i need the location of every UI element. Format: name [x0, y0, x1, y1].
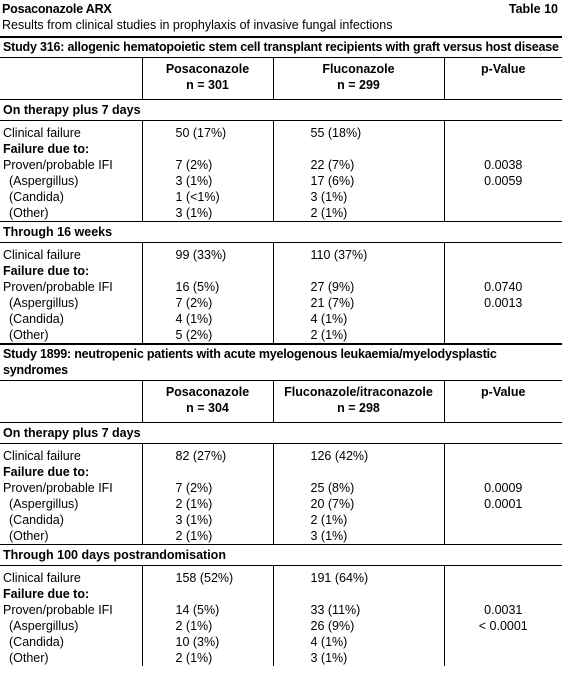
cell-value: 5 (2%) — [175, 328, 213, 342]
cell-value: 7 (2%) — [175, 481, 213, 495]
row-label: (Candida) — [9, 190, 64, 204]
row-label: (Aspergillus) — [9, 619, 79, 633]
p-value-cell — [444, 650, 562, 666]
posaconazole-cell — [142, 121, 273, 142]
table-row — [0, 157, 562, 173]
cell-value: 110 (37%) — [310, 248, 368, 262]
column-header-label: Posaconazole — [165, 385, 250, 399]
section-title: Through 100 days postrandomisation — [0, 545, 562, 566]
cell-value: 2 (1%) — [175, 651, 213, 665]
column-header-n: n = 298 — [337, 401, 380, 415]
cell-value: 126 (42%) — [310, 449, 369, 463]
p-value-cell — [444, 121, 562, 142]
cell-value: 2 (1%) — [310, 206, 348, 220]
comparator-cell — [273, 295, 444, 311]
comparator-cell — [273, 444, 444, 465]
column-header-row — [0, 381, 562, 423]
cell-value: 7 (2%) — [175, 158, 213, 172]
comparator-cell — [273, 121, 444, 142]
cell-value: 2 (1%) — [310, 328, 348, 342]
p-value-cell: 0.0740 — [444, 279, 562, 295]
cell-value: 4 (1%) — [310, 635, 348, 649]
study-title-row — [0, 344, 562, 381]
table-row — [0, 566, 562, 587]
table-row — [0, 327, 562, 344]
posaconazole-cell — [142, 311, 273, 327]
results-table — [0, 36, 562, 666]
p-value-cell — [444, 141, 562, 157]
cell-value: 14 (5%) — [175, 603, 220, 617]
posaconazole-cell — [142, 205, 273, 222]
comparator-cell — [273, 263, 444, 279]
section-title-row — [0, 222, 562, 243]
cell-value: 7 (2%) — [175, 296, 213, 310]
cell-value: 55 (18%) — [310, 126, 362, 140]
table-row — [0, 528, 562, 545]
p-value-cell — [444, 263, 562, 279]
column-header — [142, 58, 273, 100]
column-header-label: Posaconazole — [165, 62, 250, 76]
comparator-cell — [273, 528, 444, 545]
row-label: (Aspergillus) — [9, 497, 79, 511]
comparator-cell — [273, 634, 444, 650]
row-label: (Candida) — [9, 312, 64, 326]
document-title: Posaconazole ARX — [2, 2, 112, 16]
posaconazole-cell — [142, 618, 273, 634]
cell-value: 3 (1%) — [175, 174, 213, 188]
cell-value: 22 (7%) — [310, 158, 355, 172]
cell-value: 99 (33%) — [175, 248, 227, 262]
comparator-cell — [273, 602, 444, 618]
posaconazole-cell — [142, 566, 273, 587]
posaconazole-cell — [142, 173, 273, 189]
posaconazole-cell — [142, 263, 273, 279]
p-value-cell — [444, 311, 562, 327]
p-value-cell — [444, 444, 562, 465]
cell-value: 21 (7%) — [310, 296, 355, 310]
table-row — [0, 141, 562, 157]
cell-value: 16 (5%) — [175, 280, 220, 294]
cell-value: 2 (1%) — [310, 513, 348, 527]
column-header-n: n = 304 — [186, 401, 229, 415]
cell-value: 4 (1%) — [310, 312, 348, 326]
p-value-cell: 0.0038 — [444, 157, 562, 173]
study-title: Study 316: allogenic hematopoietic stem cell transplant recipients with graft versus host disease — [0, 37, 562, 58]
posaconazole-cell — [142, 444, 273, 465]
posaconazole-cell — [142, 634, 273, 650]
table-row — [0, 464, 562, 480]
cell-value: 3 (1%) — [310, 190, 348, 204]
posaconazole-cell — [142, 602, 273, 618]
table-row — [0, 480, 562, 496]
column-header — [273, 381, 444, 423]
comparator-cell — [273, 496, 444, 512]
table-row — [0, 634, 562, 650]
posaconazole-cell — [142, 243, 273, 264]
section-title: On therapy plus 7 days — [0, 100, 562, 121]
row-label: Clinical failure — [3, 248, 81, 262]
cell-value: 2 (1%) — [175, 529, 213, 543]
p-value-cell — [444, 586, 562, 602]
row-label: Proven/probable IFI — [3, 481, 113, 495]
row-label: (Aspergillus) — [9, 296, 79, 310]
cell-value: 3 (1%) — [310, 651, 348, 665]
table-header — [2, 1, 558, 35]
posaconazole-cell — [142, 528, 273, 545]
cell-value: 26 (9%) — [310, 619, 355, 633]
cell-value: 2 (1%) — [175, 497, 213, 511]
table-row — [0, 243, 562, 264]
cell-value: 82 (27%) — [175, 449, 227, 463]
cell-value: 25 (8%) — [310, 481, 355, 495]
comparator-cell — [273, 586, 444, 602]
section-title-row — [0, 545, 562, 566]
cell-value: 1 (<1%) — [175, 190, 220, 204]
table-row — [0, 496, 562, 512]
table-row — [0, 121, 562, 142]
cell-value: 3 (1%) — [175, 206, 213, 220]
row-label: (Candida) — [9, 635, 64, 649]
column-header-row — [0, 58, 562, 100]
p-value-cell: 0.0031 — [444, 602, 562, 618]
column-header-blank — [0, 381, 142, 423]
column-header-label: Fluconazole/itraconazole — [284, 385, 433, 399]
column-header — [444, 58, 562, 100]
row-label: Failure due to: — [3, 465, 90, 479]
section-title: On therapy plus 7 days — [0, 423, 562, 444]
p-value-cell — [444, 327, 562, 344]
cell-value: 10 (3%) — [175, 635, 220, 649]
posaconazole-cell — [142, 157, 273, 173]
posaconazole-cell — [142, 327, 273, 344]
row-label: Clinical failure — [3, 126, 81, 140]
cell-value: 158 (52%) — [175, 571, 234, 585]
table-row — [0, 205, 562, 222]
row-label: (Other) — [0, 528, 142, 545]
section-title-row — [0, 100, 562, 121]
p-value-cell — [444, 566, 562, 587]
posaconazole-cell — [142, 189, 273, 205]
cell-value: 4 (1%) — [175, 312, 213, 326]
comparator-cell — [273, 512, 444, 528]
column-header-label: p-Value — [481, 62, 526, 76]
table-row — [0, 311, 562, 327]
comparator-cell — [273, 141, 444, 157]
comparator-cell — [273, 311, 444, 327]
p-value-cell: 0.0013 — [444, 295, 562, 311]
table-row — [0, 189, 562, 205]
row-label: (Aspergillus) — [9, 174, 79, 188]
table-row — [0, 279, 562, 295]
table-row — [0, 618, 562, 634]
row-label: Failure due to: — [3, 264, 90, 278]
posaconazole-cell — [142, 650, 273, 666]
row-label: (Other) — [0, 205, 142, 222]
p-value-cell — [444, 528, 562, 545]
table-subtitle: Results from clinical studies in prophylaxis of invasive fungal infections — [2, 18, 393, 32]
column-header-n: n = 301 — [186, 78, 229, 92]
table-row — [0, 263, 562, 279]
row-label: Clinical failure — [3, 571, 81, 585]
table-row — [0, 444, 562, 465]
cell-value: 2 (1%) — [175, 619, 213, 633]
posaconazole-cell — [142, 141, 273, 157]
column-header — [444, 381, 562, 423]
cell-value: 33 (11%) — [310, 603, 361, 617]
p-value-cell — [444, 243, 562, 264]
posaconazole-cell — [142, 464, 273, 480]
p-value-cell — [444, 512, 562, 528]
posaconazole-cell — [142, 496, 273, 512]
p-value-cell — [444, 634, 562, 650]
posaconazole-cell — [142, 279, 273, 295]
comparator-cell — [273, 618, 444, 634]
table-row — [0, 586, 562, 602]
comparator-cell — [273, 173, 444, 189]
p-value-cell: 0.0001 — [444, 496, 562, 512]
comparator-cell — [273, 480, 444, 496]
row-label: (Candida) — [9, 513, 64, 527]
cell-value: 191 (64%) — [310, 571, 369, 585]
cell-value: 3 (1%) — [310, 529, 348, 543]
table-row — [0, 173, 562, 189]
posaconazole-cell — [142, 512, 273, 528]
column-header-blank — [0, 58, 142, 100]
column-header — [142, 381, 273, 423]
table-row — [0, 602, 562, 618]
comparator-cell — [273, 650, 444, 666]
p-value-cell: 0.0009 — [444, 480, 562, 496]
posaconazole-cell — [142, 586, 273, 602]
comparator-cell — [273, 157, 444, 173]
cell-value: 17 (6%) — [310, 174, 355, 188]
comparator-cell — [273, 243, 444, 264]
comparator-cell — [273, 327, 444, 344]
row-label: Failure due to: — [3, 142, 90, 156]
row-label: Proven/probable IFI — [3, 603, 113, 617]
cell-value: 3 (1%) — [175, 513, 213, 527]
row-label: Proven/probable IFI — [3, 158, 113, 172]
column-header-label: p-Value — [481, 385, 526, 399]
row-label: Clinical failure — [3, 449, 81, 463]
comparator-cell — [273, 205, 444, 222]
section-title: Through 16 weeks — [0, 222, 562, 243]
study-title: Study 1899: neutropenic patients with acute myelogenous leukaemia/myelodysplastic syndromes — [0, 344, 562, 381]
column-header-n: n = 299 — [337, 78, 380, 92]
cell-value: 20 (7%) — [310, 497, 355, 511]
p-value-cell — [444, 189, 562, 205]
p-value-cell: 0.0059 — [444, 173, 562, 189]
cell-value: 27 (9%) — [310, 280, 355, 294]
posaconazole-cell — [142, 295, 273, 311]
p-value-cell: < 0.0001 — [444, 618, 562, 634]
row-label: (Other) — [0, 327, 142, 344]
row-label: Failure due to: — [3, 587, 90, 601]
table-number: Table 10 — [508, 2, 558, 16]
row-label: Proven/probable IFI — [3, 280, 113, 294]
p-value-cell — [444, 205, 562, 222]
comparator-cell — [273, 464, 444, 480]
table-row — [0, 512, 562, 528]
table-row — [0, 295, 562, 311]
study-title-row — [0, 37, 562, 58]
row-label: (Other) — [9, 651, 49, 665]
posaconazole-cell — [142, 480, 273, 496]
column-header — [273, 58, 444, 100]
table-row — [0, 650, 562, 666]
p-value-cell — [444, 464, 562, 480]
comparator-cell — [273, 566, 444, 587]
column-header-label: Fluconazole — [322, 62, 395, 76]
section-title-row — [0, 423, 562, 444]
cell-value: 50 (17%) — [175, 126, 227, 140]
comparator-cell — [273, 279, 444, 295]
comparator-cell — [273, 189, 444, 205]
